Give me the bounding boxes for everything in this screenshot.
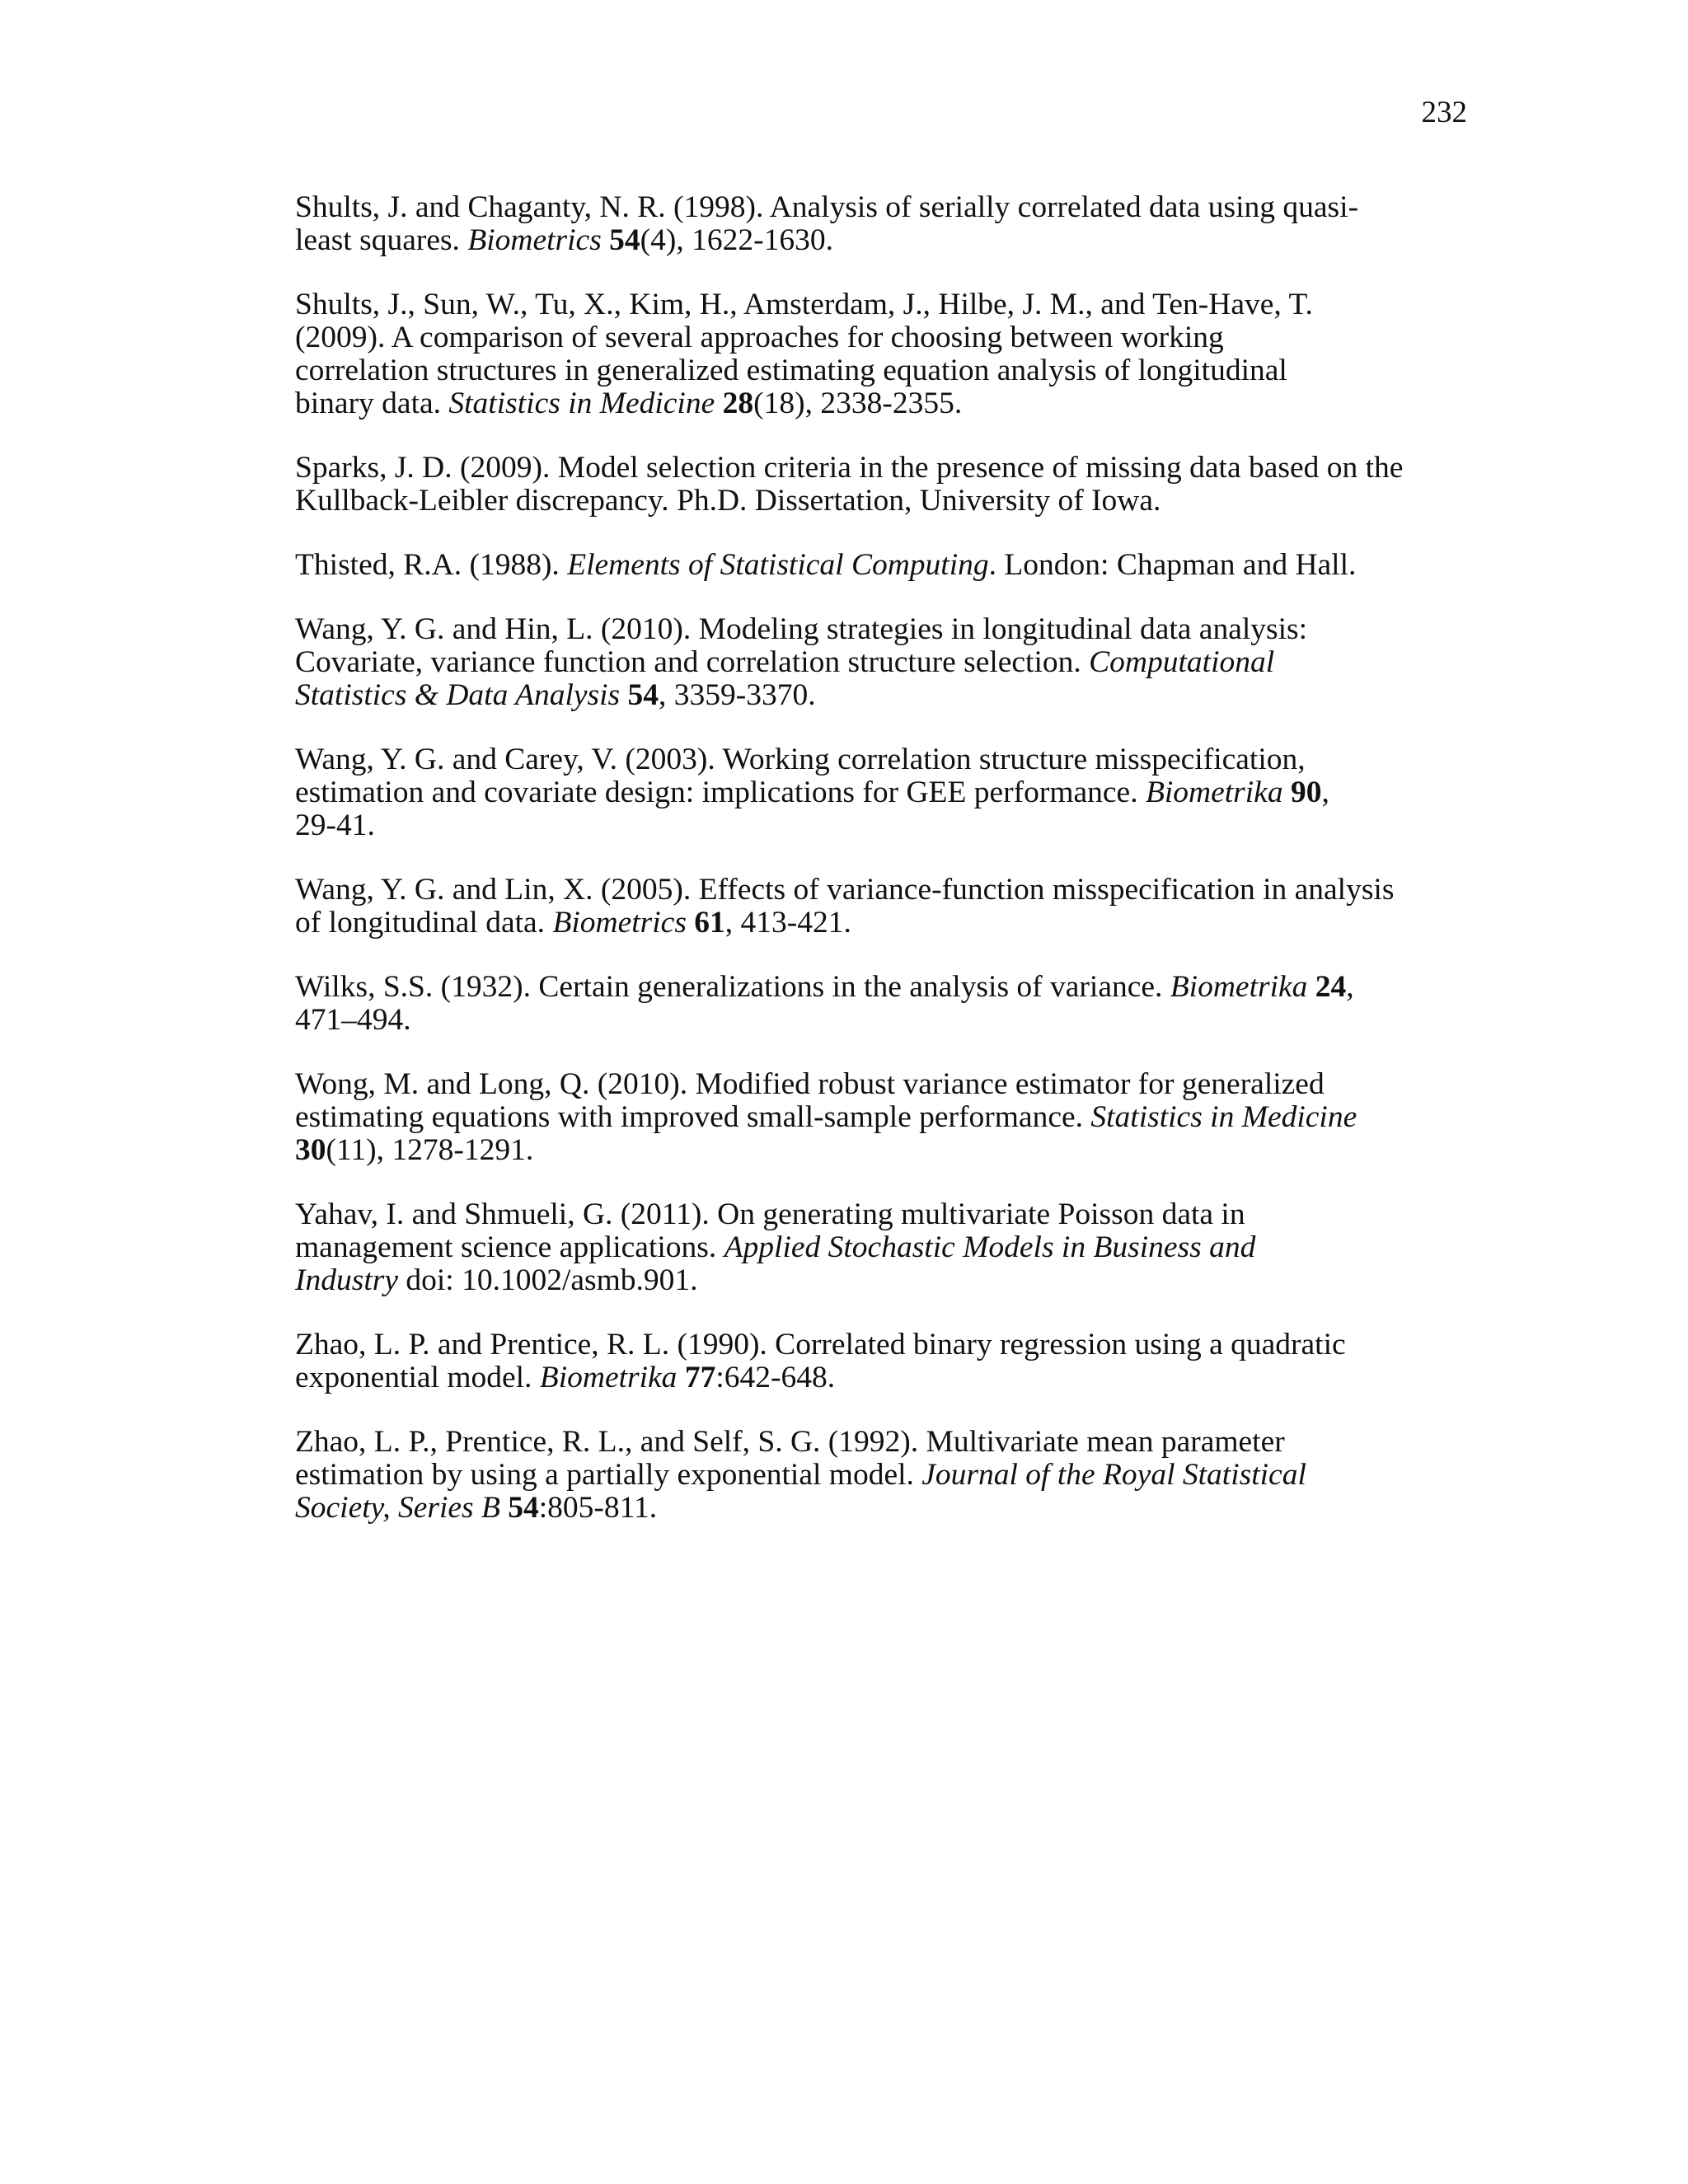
reference-text: Shults, J., Sun, W., Tu, X., Kim, H., Amsterdam, J., Hilbe, J. M., and Ten-Have, T. xyxy=(295,288,1313,321)
reference-line xyxy=(295,906,1479,940)
reference-text: doi: 10.1002/asmb.901. xyxy=(398,1263,698,1297)
reference-text: . London: Chapman and Hall. xyxy=(988,548,1357,582)
reference-bold-text: 61 xyxy=(694,906,725,940)
reference-bold-text: 54 xyxy=(609,223,640,257)
reference-text: Kullback-Leibler discrepancy. Ph.D. Dissertation, University of Iowa. xyxy=(295,484,1161,518)
reference-text: Wang, Y. G. and Hin, L. (2010). Modeling strategies in longitudinal data analysis: xyxy=(295,612,1308,646)
reference-text: Wang, Y. G. and Lin, X. (2005). Effects of variance-function misspecification in analysis xyxy=(295,873,1395,907)
reference-italic-text: Industry xyxy=(295,1263,398,1297)
reference-line xyxy=(295,1230,1479,1264)
reference-text: binary data. xyxy=(295,387,449,420)
reference-italic-text: Biometrics xyxy=(467,223,602,257)
reference-text: least squares. xyxy=(295,223,468,257)
reference-line xyxy=(295,387,1479,420)
reference-line xyxy=(295,1197,1479,1231)
reference-line xyxy=(295,1067,1479,1101)
reference-italic-text: Biometrika xyxy=(1145,776,1283,809)
reference-text: 29-41. xyxy=(295,808,375,842)
reference-italic-text: Elements of Statistical Computing xyxy=(567,548,989,582)
reference-line xyxy=(295,288,1479,321)
reference-text xyxy=(677,1361,684,1394)
reference-bold-text: 24 xyxy=(1315,970,1347,1004)
reference-text: 471–494. xyxy=(295,1003,411,1037)
reference-italic-text: Biometrics xyxy=(552,906,687,940)
reference-entry xyxy=(295,452,1479,518)
reference-entry xyxy=(295,613,1479,712)
reference-text xyxy=(500,1491,508,1525)
reference-text: :805-811. xyxy=(538,1491,658,1525)
reference-line xyxy=(295,321,1479,354)
reference-text: Wong, M. and Long, Q. (2010). Modified robust variance estimator for generalized xyxy=(295,1067,1325,1101)
reference-entry xyxy=(295,874,1479,940)
reference-text: estimation and covariate design: implications for GEE performance. xyxy=(295,776,1146,809)
reference-line xyxy=(295,451,1479,485)
reference-text xyxy=(602,223,609,257)
reference-line xyxy=(295,1263,1479,1297)
reference-text: Thisted, R.A. (1988). xyxy=(295,548,568,582)
reference-text: , 3359-3370. xyxy=(659,678,816,712)
reference-text: (11), 1278-1291. xyxy=(326,1133,534,1167)
reference-line xyxy=(295,873,1479,907)
reference-text xyxy=(620,678,627,712)
reference-line xyxy=(295,1003,1479,1037)
reference-line xyxy=(295,1100,1479,1134)
reference-text: Wang, Y. G. and Carey, V. (2003). Working correlation structure misspecification, xyxy=(295,743,1306,776)
reference-text: Shults, J. and Chaganty, N. R. (1998). Analysis of serially correlated data using quasi- xyxy=(295,190,1359,224)
reference-line xyxy=(295,645,1479,679)
reference-line xyxy=(295,1328,1479,1361)
reference-bold-text: 54 xyxy=(508,1491,539,1525)
reference-entry xyxy=(295,743,1479,842)
reference-line xyxy=(295,1133,1479,1167)
reference-text: Zhao, L. P., Prentice, R. L., and Self, S. G. (1992). Multivariate mean parameter xyxy=(295,1425,1285,1459)
reference-line xyxy=(295,808,1479,842)
reference-text: estimation by using a partially exponential model. xyxy=(295,1458,922,1492)
reference-line xyxy=(295,484,1479,518)
reference-line xyxy=(295,743,1479,776)
reference-line xyxy=(295,1361,1479,1394)
reference-text xyxy=(715,387,722,420)
reference-entry xyxy=(295,1068,1479,1167)
reference-text: Sparks, J. D. (2009). Model selection criteria in the presence of missing data based on the xyxy=(295,451,1404,485)
reference-entry xyxy=(295,1198,1479,1297)
reference-entry xyxy=(295,1329,1479,1394)
reference-line xyxy=(295,776,1479,809)
reference-list xyxy=(295,191,1479,1556)
reference-line xyxy=(295,354,1479,387)
reference-text: estimating equations with improved small-sample performance. xyxy=(295,1100,1091,1134)
reference-italic-text: Journal of the Royal Statistical xyxy=(921,1458,1306,1492)
reference-text xyxy=(1307,970,1315,1004)
reference-text: correlation structures in generalized estimating equation analysis of longitudinal xyxy=(295,354,1287,387)
reference-entry xyxy=(295,191,1479,257)
reference-entry xyxy=(295,288,1479,420)
reference-italic-text: Biometrika xyxy=(539,1361,678,1394)
reference-bold-text: 90 xyxy=(1290,776,1322,809)
reference-italic-text: Statistics & Data Analysis xyxy=(295,678,621,712)
reference-line xyxy=(295,970,1479,1004)
reference-italic-text: Biometrika xyxy=(1170,970,1308,1004)
reference-line xyxy=(295,548,1479,582)
reference-text xyxy=(1283,776,1291,809)
reference-bold-text: 28 xyxy=(722,387,754,420)
reference-text: , xyxy=(1321,776,1329,809)
reference-text: :642-648. xyxy=(715,1361,836,1394)
reference-bold-text: 54 xyxy=(627,678,659,712)
reference-text: Wilks, S.S. (1932). Certain generalizations in the analysis of variance. xyxy=(295,970,1170,1004)
reference-text: (4), 1622-1630. xyxy=(640,223,834,257)
reference-entry xyxy=(295,549,1479,582)
reference-text: Covariate, variance function and correlation structure selection. xyxy=(295,645,1090,679)
reference-bold-text: 30 xyxy=(295,1133,326,1167)
reference-text: (2009). A comparison of several approaches for choosing between working xyxy=(295,321,1224,354)
reference-text: (18), 2338-2355. xyxy=(753,387,963,420)
reference-text xyxy=(687,906,694,940)
reference-line xyxy=(295,223,1479,257)
reference-line xyxy=(295,190,1479,224)
reference-line xyxy=(295,1425,1479,1459)
page-number: 232 xyxy=(1421,96,1467,129)
reference-line xyxy=(295,612,1479,646)
reference-line xyxy=(295,678,1479,712)
reference-text: Yahav, I. and Shmueli, G. (2011). On generating multivariate Poisson data in xyxy=(295,1197,1245,1231)
reference-italic-text: Statistics in Medicine xyxy=(1090,1100,1357,1134)
reference-text: , 413-421. xyxy=(724,906,851,940)
reference-line xyxy=(295,1458,1479,1492)
reference-line xyxy=(295,1491,1479,1525)
reference-text: , xyxy=(1346,970,1354,1004)
reference-italic-text: Computational xyxy=(1089,645,1275,679)
reference-text: Zhao, L. P. and Prentice, R. L. (1990). Correlated binary regression using a quadratic xyxy=(295,1328,1346,1361)
reference-text: of longitudinal data. xyxy=(295,906,553,940)
reference-text: exponential model. xyxy=(295,1361,540,1394)
reference-text: management science applications. xyxy=(295,1230,724,1264)
reference-italic-text: Applied Stochastic Models in Business and xyxy=(724,1230,1256,1264)
reference-entry xyxy=(295,1426,1479,1525)
reference-italic-text: Statistics in Medicine xyxy=(448,387,715,420)
reference-entry xyxy=(295,971,1479,1037)
reference-italic-text: Society, Series B xyxy=(295,1491,500,1525)
reference-bold-text: 77 xyxy=(684,1361,716,1394)
